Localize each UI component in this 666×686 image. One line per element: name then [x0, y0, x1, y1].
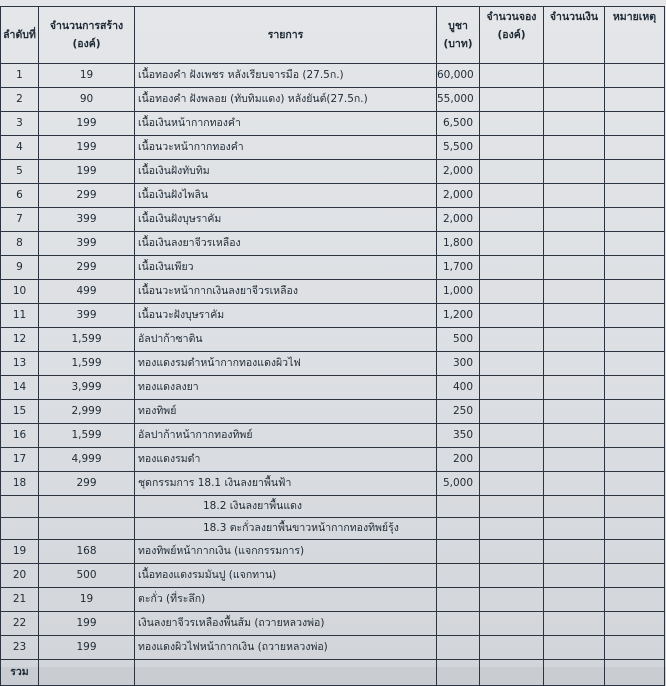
row-note-cell — [605, 472, 665, 496]
subrow-amount-cell — [544, 496, 605, 518]
row-reserve-cell — [480, 400, 544, 424]
row-price — [437, 636, 480, 660]
row-price: 2,000 — [437, 160, 480, 184]
subrow-quantity — [39, 518, 135, 540]
row-item-name: เนื้อนวะฝังบุษราคัม — [135, 304, 437, 328]
row-reserve-cell — [480, 256, 544, 280]
row-amount-cell — [544, 280, 605, 304]
row-reserve-cell — [480, 208, 544, 232]
row-item-name: เนื้อเงินลงยาจีวรเหลือง — [135, 232, 437, 256]
row-quantity: 19 — [39, 64, 135, 88]
table-row — [1, 612, 665, 636]
row-amount-cell — [544, 588, 605, 612]
row-note-cell — [605, 612, 665, 636]
row-amount-cell — [544, 540, 605, 564]
row-reserve-cell — [480, 112, 544, 136]
table-row — [1, 448, 665, 472]
row-quantity: 299 — [39, 256, 135, 280]
row-amount-cell — [544, 88, 605, 112]
total-cell — [135, 660, 437, 686]
table-row — [1, 232, 665, 256]
row-number: 18 — [1, 472, 39, 496]
header-row — [1, 7, 665, 64]
row-item-name: ทองแดงรมดำหน้ากากทองแดงผิวไฟ — [135, 352, 437, 376]
table-row — [1, 564, 665, 588]
row-note-cell — [605, 112, 665, 136]
row-reserve-cell — [480, 588, 544, 612]
row-amount-cell — [544, 64, 605, 88]
row-price: 55,000 — [437, 88, 480, 112]
col-header-qty-line1: จำนวนการสร้าง — [49, 19, 124, 32]
row-item-name: เนื้อนวะหน้ากากเงินลงยาจีวรเหลือง — [135, 280, 437, 304]
subrow-note-cell — [605, 518, 665, 540]
row-amount-cell — [544, 612, 605, 636]
row-note-cell — [605, 400, 665, 424]
row-amount-cell — [544, 184, 605, 208]
row-quantity: 299 — [39, 184, 135, 208]
row-note-cell — [605, 636, 665, 660]
row-quantity: 90 — [39, 88, 135, 112]
row-number: 13 — [1, 352, 39, 376]
row-number: 1 — [1, 64, 39, 88]
row-note-cell — [605, 448, 665, 472]
table-row — [1, 208, 665, 232]
row-quantity: 168 — [39, 540, 135, 564]
row-number: 7 — [1, 208, 39, 232]
row-item-name: ทองทิพย์หน้ากากเงิน (แจกกรรมการ) — [135, 540, 437, 564]
row-item-name: เนื้อทองคำ ฝังพลอย (ทับทิมแดง) หลังยันต์(27.5ก.) — [135, 88, 437, 112]
total-cell — [480, 660, 544, 686]
row-price — [437, 540, 480, 564]
row-note-cell — [605, 232, 665, 256]
row-price: 300 — [437, 352, 480, 376]
row-number: 15 — [1, 400, 39, 424]
row-item-name: ทองทิพย์ — [135, 400, 437, 424]
row-reserve-cell — [480, 540, 544, 564]
table-row — [1, 184, 665, 208]
row-quantity: 1,599 — [39, 424, 135, 448]
row-number: 10 — [1, 280, 39, 304]
row-note-cell — [605, 280, 665, 304]
row-price — [437, 612, 480, 636]
row-number: 23 — [1, 636, 39, 660]
row-quantity: 4,999 — [39, 448, 135, 472]
table-row — [1, 88, 665, 112]
row-quantity: 1,599 — [39, 328, 135, 352]
row-price: 400 — [437, 376, 480, 400]
row-price: 1,700 — [437, 256, 480, 280]
row-item-name: เนื้อทองคำ ฝังเพชร หลังเรียบจารมือ (27.5ก.) — [135, 64, 437, 88]
subrow-number — [1, 518, 39, 540]
row-number: 14 — [1, 376, 39, 400]
col-header-no: ลำดับที่ — [1, 7, 39, 64]
row-reserve-cell — [480, 88, 544, 112]
subrow-number — [1, 496, 39, 518]
row-amount-cell — [544, 112, 605, 136]
col-header-price-line2: (บาท) — [443, 38, 473, 50]
row-reserve-cell — [480, 612, 544, 636]
row-number: 16 — [1, 424, 39, 448]
row-price: 60,000 — [437, 64, 480, 88]
table-row — [1, 64, 665, 88]
row-item-name: เนื้อทองแดงรมมันปู (แจกทาน) — [135, 564, 437, 588]
col-header-reserve-line2: (องค์) — [497, 29, 526, 42]
row-item-name: ตะกั่ว (ที่ระลึก) — [135, 588, 437, 612]
subrow-quantity — [39, 496, 135, 518]
row-amount-cell — [544, 472, 605, 496]
row-amount-cell — [544, 448, 605, 472]
subrow-amount-cell — [544, 518, 605, 540]
row-quantity: 199 — [39, 112, 135, 136]
subrow-price — [437, 496, 480, 518]
subrow-item-name: 18.2 เงินลงยาพื้นแดง — [135, 496, 437, 518]
row-price: 1,800 — [437, 232, 480, 256]
subrow-reserve-cell — [480, 518, 544, 540]
row-note-cell — [605, 208, 665, 232]
row-number: 4 — [1, 136, 39, 160]
row-item-name: ทองแดงลงยา — [135, 376, 437, 400]
row-price: 5,000 — [437, 472, 480, 496]
col-header-note: หมายเหตุ — [605, 7, 665, 64]
row-quantity: 399 — [39, 304, 135, 328]
row-quantity: 299 — [39, 472, 135, 496]
row-amount-cell — [544, 160, 605, 184]
row-number: 6 — [1, 184, 39, 208]
row-number: 12 — [1, 328, 39, 352]
total-cell — [605, 660, 665, 686]
row-reserve-cell — [480, 636, 544, 660]
table-subrow — [1, 496, 665, 518]
col-header-price — [437, 7, 480, 64]
row-price: 200 — [437, 448, 480, 472]
row-number: 21 — [1, 588, 39, 612]
row-quantity: 399 — [39, 232, 135, 256]
row-amount-cell — [544, 400, 605, 424]
row-note-cell — [605, 564, 665, 588]
table-row — [1, 112, 665, 136]
total-label: รวม — [1, 660, 39, 686]
row-item-name: เนื้อเงินฝังทับทิม — [135, 160, 437, 184]
row-quantity: 199 — [39, 160, 135, 184]
row-reserve-cell — [480, 328, 544, 352]
col-header-money: จำนวนเงิน — [544, 7, 605, 64]
row-number: 9 — [1, 256, 39, 280]
row-number: 11 — [1, 304, 39, 328]
row-note-cell — [605, 64, 665, 88]
row-price: 500 — [437, 328, 480, 352]
row-quantity: 2,999 — [39, 400, 135, 424]
subrow-item-name: 18.3 ตะกั่วลงยาพื้นขาวหน้ากากทองทิพย์รุ้ง — [135, 518, 437, 540]
row-item-name: ทองแดงรมดำ — [135, 448, 437, 472]
row-reserve-cell — [480, 352, 544, 376]
row-price: 1,000 — [437, 280, 480, 304]
row-item-name: เนื้อเงินเพียว — [135, 256, 437, 280]
table-row — [1, 352, 665, 376]
row-reserve-cell — [480, 232, 544, 256]
row-item-name: อัลปาก้าซาติน — [135, 328, 437, 352]
row-item-name: อัลปาก้าหน้ากากทองทิพย์ — [135, 424, 437, 448]
table-row — [1, 328, 665, 352]
row-price: 250 — [437, 400, 480, 424]
row-amount-cell — [544, 208, 605, 232]
row-item-name: เนื้อเงินฝังไพลิน — [135, 184, 437, 208]
table-row — [1, 636, 665, 660]
table-row — [1, 540, 665, 564]
row-item-name: เงินลงยาจีวรเหลืองพื้นส้ม (ถวายหลวงพ่อ) — [135, 612, 437, 636]
row-quantity: 500 — [39, 564, 135, 588]
total-row — [1, 660, 665, 686]
row-reserve-cell — [480, 184, 544, 208]
row-quantity: 399 — [39, 208, 135, 232]
row-number: 3 — [1, 112, 39, 136]
row-reserve-cell — [480, 160, 544, 184]
row-number: 8 — [1, 232, 39, 256]
row-note-cell — [605, 256, 665, 280]
subrow-reserve-cell — [480, 496, 544, 518]
row-note-cell — [605, 540, 665, 564]
row-quantity: 19 — [39, 588, 135, 612]
row-note-cell — [605, 588, 665, 612]
col-header-item: รายการ — [135, 7, 437, 64]
row-quantity: 199 — [39, 636, 135, 660]
row-reserve-cell — [480, 136, 544, 160]
col-header-qty-line2: (องค์) — [72, 38, 101, 50]
row-amount-cell — [544, 636, 605, 660]
row-reserve-cell — [480, 564, 544, 588]
row-note-cell — [605, 160, 665, 184]
total-cell — [437, 660, 480, 686]
table-row — [1, 472, 665, 496]
row-quantity: 199 — [39, 612, 135, 636]
row-note-cell — [605, 424, 665, 448]
row-note-cell — [605, 304, 665, 328]
row-amount-cell — [544, 232, 605, 256]
row-amount-cell — [544, 424, 605, 448]
row-reserve-cell — [480, 376, 544, 400]
row-note-cell — [605, 184, 665, 208]
total-cell — [39, 660, 135, 686]
table-row — [1, 304, 665, 328]
table-row — [1, 424, 665, 448]
subrow-price — [437, 518, 480, 540]
row-reserve-cell — [480, 448, 544, 472]
row-note-cell — [605, 136, 665, 160]
table-row — [1, 588, 665, 612]
row-amount-cell — [544, 136, 605, 160]
row-price: 350 — [437, 424, 480, 448]
row-item-name: ชุดกรรมการ 18.1 เงินลงยาพื้นฟ้า — [135, 472, 437, 496]
amulet-order-table — [0, 6, 665, 686]
row-price — [437, 588, 480, 612]
row-price: 6,500 — [437, 112, 480, 136]
row-price — [437, 564, 480, 588]
col-header-price-line1: บูชา — [448, 19, 468, 32]
row-reserve-cell — [480, 304, 544, 328]
row-number: 2 — [1, 88, 39, 112]
row-quantity: 499 — [39, 280, 135, 304]
row-number: 19 — [1, 540, 39, 564]
table-row — [1, 160, 665, 184]
row-amount-cell — [544, 304, 605, 328]
row-item-name: ทองแดงผิวไฟหน้ากากเงิน (ถวายหลวงพ่อ) — [135, 636, 437, 660]
row-number: 20 — [1, 564, 39, 588]
row-amount-cell — [544, 352, 605, 376]
row-price: 2,000 — [437, 208, 480, 232]
row-price: 5,500 — [437, 136, 480, 160]
col-header-qty — [39, 7, 135, 64]
row-number: 5 — [1, 160, 39, 184]
row-quantity: 199 — [39, 136, 135, 160]
table-row — [1, 400, 665, 424]
row-item-name: เนื้อนวะหน้ากากทองคำ — [135, 136, 437, 160]
subrow-note-cell — [605, 496, 665, 518]
row-amount-cell — [544, 376, 605, 400]
row-note-cell — [605, 376, 665, 400]
row-note-cell — [605, 328, 665, 352]
row-reserve-cell — [480, 472, 544, 496]
row-reserve-cell — [480, 64, 544, 88]
total-cell — [544, 660, 605, 686]
row-reserve-cell — [480, 280, 544, 304]
table-row — [1, 280, 665, 304]
table-row — [1, 256, 665, 280]
row-item-name: เนื้อเงินหน้ากากทองคำ — [135, 112, 437, 136]
row-price: 2,000 — [437, 184, 480, 208]
row-number: 17 — [1, 448, 39, 472]
row-reserve-cell — [480, 424, 544, 448]
table-row — [1, 376, 665, 400]
row-amount-cell — [544, 328, 605, 352]
row-note-cell — [605, 88, 665, 112]
row-quantity: 3,999 — [39, 376, 135, 400]
row-number: 22 — [1, 612, 39, 636]
row-amount-cell — [544, 564, 605, 588]
row-item-name: เนื้อเงินฝังบุษราคัม — [135, 208, 437, 232]
table-row — [1, 136, 665, 160]
row-quantity: 1,599 — [39, 352, 135, 376]
row-amount-cell — [544, 256, 605, 280]
col-header-reserve — [480, 7, 544, 64]
row-note-cell — [605, 352, 665, 376]
col-header-reserve-line1: จำนวนจอง — [486, 11, 537, 23]
table-subrow — [1, 518, 665, 540]
row-price: 1,200 — [437, 304, 480, 328]
